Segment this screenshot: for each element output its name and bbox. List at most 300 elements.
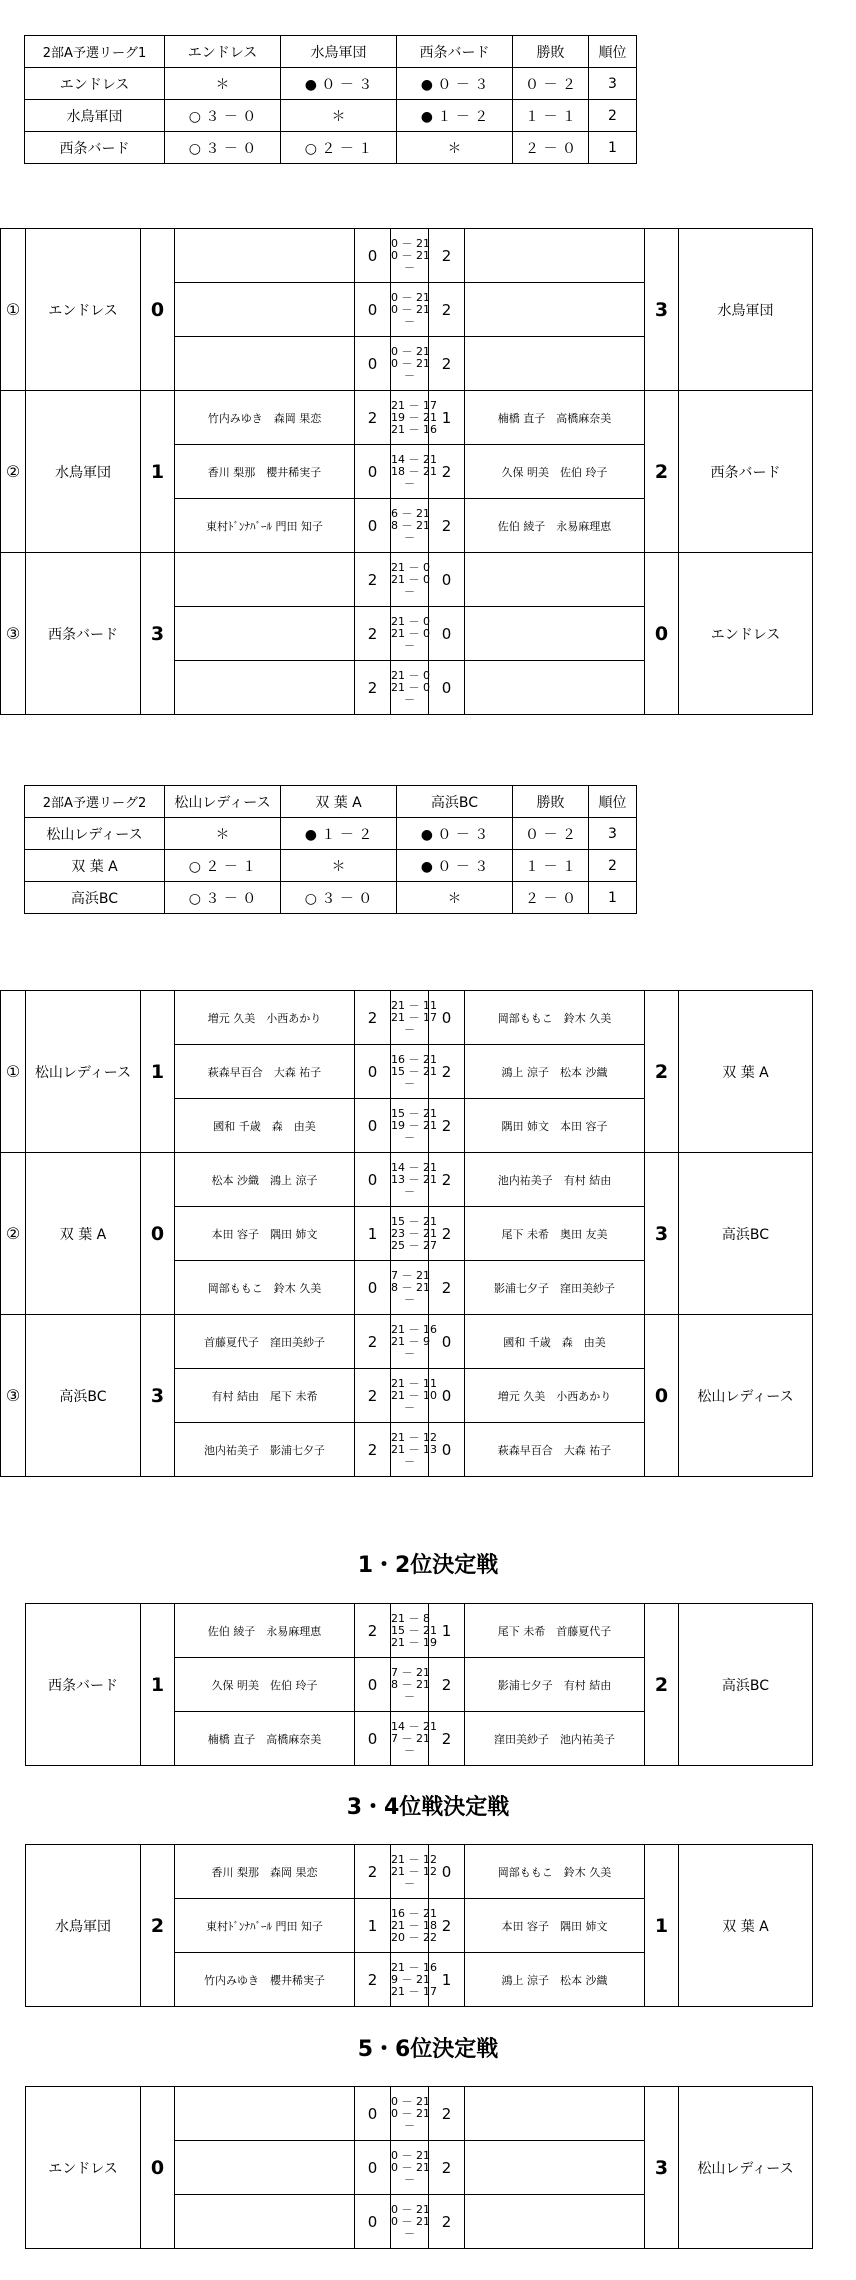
set-scores [391,1845,437,1899]
set-score: 19 － 21 [391,1118,437,1132]
right-game-points: 0 [429,553,465,607]
set-scores [391,1315,437,1369]
standings-cell: ○ ２ － １ [165,850,281,882]
left-game-points: 2 [355,1845,391,1899]
standings-team: 西条バード [25,132,165,164]
right-game-points: 2 [429,1207,465,1261]
right-players: 影浦七夕子 有村 結由 [465,1658,645,1712]
right-players [465,2141,645,2195]
right-game-points: 0 [429,991,465,1045]
right-players [465,229,645,283]
set-scores [391,1658,429,1712]
right-team-name: 西条バード [679,391,813,553]
set-score: 16 － 21 [391,1052,437,1066]
set-scores [391,991,437,1045]
set-score: 0 － 21 [391,248,430,262]
set-score: 7 － 21 [391,1268,430,1282]
right-team-name: 高浜BC [679,1153,813,1315]
set-score: 0 － 21 [391,356,430,370]
standings-cell: ● １ － ２ [397,100,513,132]
set-scores [391,1261,429,1315]
set-score: 8 － 21 [391,1677,430,1691]
standings-cell: ＊ [281,850,397,882]
left-team-name: エンドレス [26,229,141,391]
right-players: 尾下 未希 奥田 友美 [465,1207,645,1261]
left-game-points: 2 [355,553,391,607]
left-players: 首藤夏代子 窪田美紗子 [175,1315,355,1369]
left-players: 久保 明美 佐伯 玲子 [175,1658,355,1712]
standings-rank: 2 [589,100,637,132]
set-score: 21 － 17 [391,398,437,412]
set-score: 0 － 21 [391,2202,430,2216]
right-players: 隅田 姉文 本田 容子 [465,1099,645,1153]
set-score: 23 － 21 [391,1226,437,1240]
right-players [465,337,645,391]
left-team-name: 西条バード [26,1604,141,1766]
set-score: 14 － 21 [391,452,437,466]
set-scores [391,607,429,661]
left-players [175,2195,355,2249]
right-team-name: 双 葉 A [679,991,813,1153]
right-team-name: 水鳥軍団 [679,229,813,391]
right-team-total: 3 [645,2087,679,2249]
left-players [175,607,355,661]
set-scores [391,499,429,553]
right-team-name: 松山レディース [679,1315,813,1477]
set-score: 0 － 21 [391,2214,430,2228]
set-scores [391,1099,437,1153]
left-team-name: 水鳥軍団 [26,1845,141,2007]
standings-col-header: 双 葉 A [281,786,397,818]
standings-cell: ＊ [165,68,281,100]
standings-cell: ○ ３ － ０ [165,132,281,164]
left-players [175,553,355,607]
left-game-points: 0 [355,1045,391,1099]
set-score: － [404,692,415,706]
left-game-points: 0 [355,445,391,499]
standings-record: １ － １ [513,850,589,882]
standings-team: 水鳥軍団 [25,100,165,132]
right-players: 久保 明美 佐伯 玲子 [465,445,645,499]
set-score: － [404,2226,415,2240]
match-number: ② [1,391,26,553]
game-row [26,2087,813,2141]
left-players [175,2141,355,2195]
left-players: 萩森早百合 大森 祐子 [175,1045,355,1099]
set-scores [391,1712,437,1766]
set-score: 21 － 16 [391,1322,437,1336]
standings-cell: ＊ [397,882,513,914]
right-team-total: 0 [645,553,679,715]
game-row [1,391,813,445]
game-row [1,553,813,607]
standings-team: エンドレス [25,68,165,100]
left-game-points: 2 [355,1423,391,1477]
right-game-points: 2 [429,1153,465,1207]
set-score: 0 － 21 [391,236,430,250]
final34-heading: 3・4位戦決定戦 [346,1795,510,1820]
set-score: 15 － 21 [391,1064,437,1078]
standings-cell: ＊ [281,100,397,132]
left-players: 佐伯 綾子 永易麻理恵 [175,1604,355,1658]
standings-col-header: 松山レディース [165,786,281,818]
right-team-total: 3 [645,1153,679,1315]
set-score: 21 － 0 [391,626,430,640]
standings-header-row [25,36,637,68]
set-score: 21 － 12 [391,1852,437,1866]
set-score: 21 － 17 [391,1984,437,1998]
left-team-total: 3 [141,553,175,715]
match-table [0,1314,813,1477]
left-game-points: 0 [355,1261,391,1315]
standings-rank: 1 [589,882,637,914]
standings-cell: ● ０ － ３ [397,818,513,850]
standings-row [25,818,637,850]
standings-row [25,882,637,914]
right-game-points: 0 [429,1845,465,1899]
set-scores [391,1153,437,1207]
right-game-points: 0 [429,1423,465,1477]
right-game-points: 1 [429,391,465,445]
right-players [465,661,645,715]
standings-team: 双 葉 A [25,850,165,882]
right-game-points: 0 [429,1369,465,1423]
match-table [25,1844,813,2007]
standings-row [25,68,637,100]
set-score: 21 － 12 [391,1430,437,1444]
set-score: 21 － 8 [391,1611,430,1625]
left-players: 竹内みゆき 櫻井稀実子 [175,1953,355,2007]
set-score: 0 － 21 [391,2094,430,2108]
game-row [26,1604,813,1658]
match-number: ③ [1,553,26,715]
standings-record: ２ － ０ [513,882,589,914]
match-table [0,990,813,1153]
left-players [175,337,355,391]
standings-cell: ● ０ － ３ [397,850,513,882]
set-score: 21 － 13 [391,1442,437,1456]
set-score: 14 － 21 [391,1160,437,1174]
set-score: 21 － 9 [391,1334,430,1348]
match-table [25,1603,813,1766]
set-score: 20 － 22 [391,1930,437,1944]
right-team-total: 1 [645,1845,679,2007]
set-score: 21 － 0 [391,680,430,694]
left-players: 本田 容子 隅田 姉文 [175,1207,355,1261]
right-team-name: 松山レディース [679,2087,813,2249]
left-game-points: 2 [355,391,391,445]
right-team-total: 2 [645,1604,679,1766]
right-team-total: 3 [645,229,679,391]
right-game-points: 2 [429,1099,465,1153]
right-players: 池内祐美子 有村 結由 [465,1153,645,1207]
set-scores [391,229,429,283]
set-scores [391,2195,429,2249]
right-players: 尾下 未希 首藤夏代子 [465,1604,645,1658]
standings-team: 松山レディース [25,818,165,850]
set-score: 21 － 10 [391,1388,437,1402]
set-scores [391,1423,437,1477]
standings-cell: ○ ３ － ０ [165,100,281,132]
set-score: － [404,530,415,544]
right-game-points: 1 [429,1953,465,2007]
left-game-points: 0 [355,1712,391,1766]
set-score: － [404,1400,415,1414]
left-game-points: 0 [355,229,391,283]
set-score: 18 － 21 [391,464,437,478]
game-row [1,1315,813,1369]
right-game-points: 2 [429,283,465,337]
set-score: 21 － 12 [391,1864,437,1878]
match-table [0,1152,813,1315]
set-score: 21 － 16 [391,1960,437,1974]
set-score: － [404,1346,415,1360]
standings-cell: ○ ２ － １ [281,132,397,164]
standings-col-header: 水鳥軍団 [281,36,397,68]
standings-col-header: 高浜BC [397,786,513,818]
set-score: 16 － 21 [391,1906,437,1920]
set-score: 8 － 21 [391,518,430,532]
right-players [465,607,645,661]
left-team-total: 3 [141,1315,175,1477]
standings-caption: 2部A予選リーグ1 [25,36,165,68]
set-scores [391,2141,429,2195]
left-players [175,661,355,715]
set-score: 21 － 0 [391,560,430,574]
right-team-name: 高浜BC [679,1604,813,1766]
league2-standings-table [24,785,637,914]
match-number: ③ [1,1315,26,1477]
standings-rank: 3 [589,818,637,850]
match-table [25,2086,813,2249]
left-team-total: 2 [141,1845,175,2007]
left-team-total: 1 [141,991,175,1153]
set-score: 25 － 27 [391,1238,437,1252]
set-score: 15 － 21 [391,1623,437,1637]
set-score: 13 － 21 [391,1172,437,1186]
left-players: 國和 千歳 森 由美 [175,1099,355,1153]
game-row [1,229,813,283]
match-table [0,552,813,715]
right-game-points: 2 [429,1261,465,1315]
set-score: 21 － 0 [391,668,430,682]
right-players [465,553,645,607]
set-scores [391,1207,437,1261]
right-game-points: 2 [429,2195,465,2249]
left-game-points: 0 [355,1099,391,1153]
right-game-points: 2 [429,1899,465,1953]
left-team-total: 1 [141,391,175,553]
game-row [26,1845,813,1899]
set-score: － [404,584,415,598]
left-game-points: 0 [355,2195,391,2249]
right-game-points: 2 [429,1658,465,1712]
right-team-name: 双 葉 A [679,1845,813,2007]
standings-caption: 2部A予選リーグ2 [25,786,165,818]
left-game-points: 1 [355,1899,391,1953]
set-score: － [404,1454,415,1468]
right-game-points: 2 [429,337,465,391]
set-score: － [404,260,415,274]
standings-rank: 2 [589,850,637,882]
set-score: － [404,638,415,652]
right-players: 影浦七夕子 窪田美紗子 [465,1261,645,1315]
right-game-points: 2 [429,499,465,553]
right-players: 岡部ももこ 鈴木 久美 [465,991,645,1045]
left-team-total: 0 [141,229,175,391]
left-players: 東村ﾄﾞﾝﾅﾊﾞｰﾙ 門田 知子 [175,1899,355,1953]
set-scores [391,283,429,337]
standings-row [25,100,637,132]
set-score: － [404,1689,415,1703]
left-team-name: 西条バード [26,553,141,715]
set-score: － [404,368,415,382]
left-team-name: エンドレス [26,2087,141,2249]
set-score: 6 － 21 [391,506,430,520]
right-game-points: 2 [429,229,465,283]
right-players: 岡部ももこ 鈴木 久美 [465,1845,645,1899]
set-scores [391,1604,437,1658]
set-score: 0 － 21 [391,2148,430,2162]
set-score: 21 － 16 [391,422,437,436]
set-score: 15 － 21 [391,1106,437,1120]
standings-col-header: 勝敗 [513,786,589,818]
left-game-points: 2 [355,1369,391,1423]
set-scores [391,337,429,391]
right-players: 窪田美紗子 池内祐美子 [465,1712,645,1766]
standings-col-header: 順位 [589,36,637,68]
set-score: 0 － 21 [391,2160,430,2174]
standings-row [25,850,637,882]
set-score: － [404,476,415,490]
set-score: － [404,1184,415,1198]
set-score: － [404,2172,415,2186]
right-players [465,2087,645,2141]
left-players: 香川 梨那 森岡 果恋 [175,1845,355,1899]
standings-cell: ○ ３ － ０ [281,882,397,914]
standings-record: １ － １ [513,100,589,132]
game-row [1,1153,813,1207]
left-players: 有村 結由 尾下 未希 [175,1369,355,1423]
left-players: 岡部ももこ 鈴木 久美 [175,1261,355,1315]
right-team-total: 0 [645,1315,679,1477]
right-players: 鴻上 涼子 松本 沙織 [465,1953,645,2007]
right-players: 鴻上 涼子 松本 沙織 [465,1045,645,1099]
set-score: 21 － 0 [391,614,430,628]
left-game-points: 2 [355,1953,391,2007]
match-table [0,228,813,391]
left-players [175,283,355,337]
match-table [0,390,813,553]
set-score: － [404,1076,415,1090]
right-players: 楠橋 直子 高橋麻奈美 [465,391,645,445]
left-players: 楠橋 直子 高橋麻奈美 [175,1712,355,1766]
standings-record: ０ － ２ [513,818,589,850]
right-players: 佐伯 綾子 永易麻理恵 [465,499,645,553]
league1-standings-table [24,35,637,164]
match-number: ① [1,229,26,391]
left-players [175,229,355,283]
left-players: 竹内みゆき 森岡 果恋 [175,391,355,445]
set-score: 7 － 21 [391,1731,430,1745]
left-players [175,2087,355,2141]
left-game-points: 0 [355,499,391,553]
left-game-points: 2 [355,991,391,1045]
set-score: 0 － 21 [391,2106,430,2120]
left-team-total: 1 [141,1604,175,1766]
set-score: 21 － 19 [391,1635,437,1649]
standings-rank: 3 [589,68,637,100]
standings-cell: ○ ３ － ０ [165,882,281,914]
set-score: 21 － 17 [391,1010,437,1024]
right-game-points: 2 [429,2141,465,2195]
left-game-points: 0 [355,1153,391,1207]
set-score: 0 － 21 [391,302,430,316]
game-row [1,991,813,1045]
set-score: 14 － 21 [391,1719,437,1733]
left-team-name: 水鳥軍団 [26,391,141,553]
left-game-points: 0 [355,283,391,337]
standings-row [25,132,637,164]
set-score: － [404,314,415,328]
set-scores [391,1045,437,1099]
left-team-total: 0 [141,2087,175,2249]
set-scores [391,445,437,499]
final56-heading: 5・6位決定戦 [357,2037,499,2062]
set-scores [391,1899,437,1953]
set-scores [391,661,429,715]
left-game-points: 1 [355,1207,391,1261]
right-players [465,2195,645,2249]
left-players: 東村ﾄﾞﾝﾅﾊﾞｰﾙ 門田 知子 [175,499,355,553]
standings-cell: ● ０ － ３ [397,68,513,100]
right-game-points: 2 [429,1045,465,1099]
set-score: － [404,1743,415,1757]
left-players: 増元 久美 小西あかり [175,991,355,1045]
right-game-points: 2 [429,445,465,499]
left-game-points: 2 [355,607,391,661]
left-game-points: 2 [355,1315,391,1369]
left-team-total: 0 [141,1153,175,1315]
set-scores [391,2087,429,2141]
right-team-name: エンドレス [679,553,813,715]
set-score: 8 － 21 [391,1280,430,1294]
set-score: 21 － 11 [391,998,437,1012]
match-number: ② [1,1153,26,1315]
right-players: 増元 久美 小西あかり [465,1369,645,1423]
right-players [465,283,645,337]
set-scores [391,1953,437,2007]
left-team-name: 双 葉 A [26,1153,141,1315]
set-score: 7 － 21 [391,1665,430,1679]
standings-cell: ＊ [165,818,281,850]
standings-cell: ＊ [397,132,513,164]
standings-cell: ● ０ － ３ [281,68,397,100]
standings-col-header: 西条バード [397,36,513,68]
set-score: － [404,1876,415,1890]
left-game-points: 0 [355,2087,391,2141]
standings-col-header: エンドレス [165,36,281,68]
left-players: 池内祐美子 影浦七夕子 [175,1423,355,1477]
set-score: 21 － 0 [391,572,430,586]
set-score: 9 － 21 [391,1972,430,1986]
right-players: 萩森早百合 大森 祐子 [465,1423,645,1477]
standings-header-row [25,786,637,818]
standings-col-header: 順位 [589,786,637,818]
left-game-points: 0 [355,2141,391,2195]
set-scores [391,1369,437,1423]
set-score: 0 － 21 [391,344,430,358]
